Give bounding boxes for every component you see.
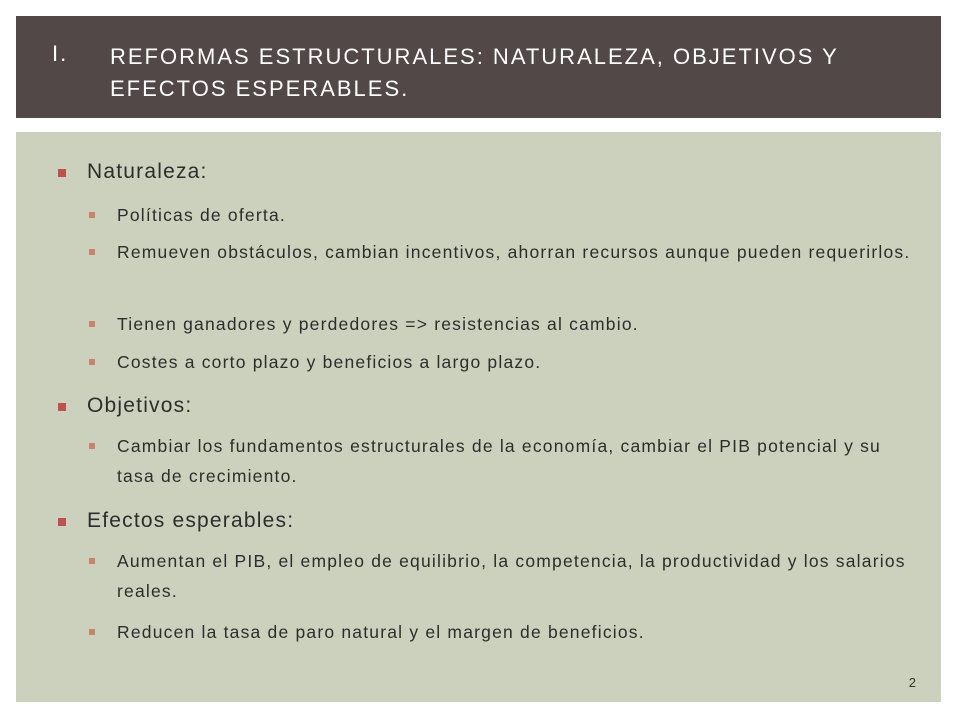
square-bullet-icon	[58, 169, 66, 177]
square-bullet-icon	[89, 558, 95, 564]
list-item-text: Cambiar los fundamentos estructurales de la economía, cambiar el PIB potencial y su tasa de crecimiento.	[117, 436, 881, 486]
square-bullet-icon	[89, 359, 95, 365]
square-bullet-icon	[58, 518, 66, 526]
title-bar	[16, 16, 941, 118]
section-heading: Objetivos:	[87, 394, 193, 417]
content-panel	[16, 132, 941, 702]
list-item-text: Aumentan el PIB, el empleo de equilibrio, la competencia, la productividad y los salarios reales.	[117, 551, 906, 601]
square-bullet-icon	[89, 249, 95, 255]
square-bullet-icon	[89, 443, 95, 449]
square-bullet-icon	[89, 212, 95, 218]
section-heading: Efectos esperables:	[87, 509, 295, 532]
square-bullet-icon	[89, 321, 95, 327]
slide-title: REFORMAS ESTRUCTURALES: NATURALEZA, OBJETIVOS Y EFECTOS ESPERABLES.	[110, 44, 839, 101]
list-item-text: Tienen ganadores y perdedores => resistencias al cambio.	[117, 314, 639, 334]
square-bullet-icon	[89, 629, 95, 635]
section-heading: Naturaleza:	[87, 160, 208, 183]
title-number: I.	[52, 41, 69, 66]
list-item-text: Reducen la tasa de paro natural y el margen de beneficios.	[117, 622, 645, 642]
list-item-text: Políticas de oferta.	[117, 205, 286, 225]
list-item-text: Remueven obstáculos, cambian incentivos, ahorran recursos aunque pueden requerirlos.	[117, 242, 911, 262]
list-item-text: Costes a corto plazo y beneficios a largo plazo.	[117, 352, 542, 372]
page-number: 2	[908, 675, 916, 690]
square-bullet-icon	[58, 403, 66, 411]
